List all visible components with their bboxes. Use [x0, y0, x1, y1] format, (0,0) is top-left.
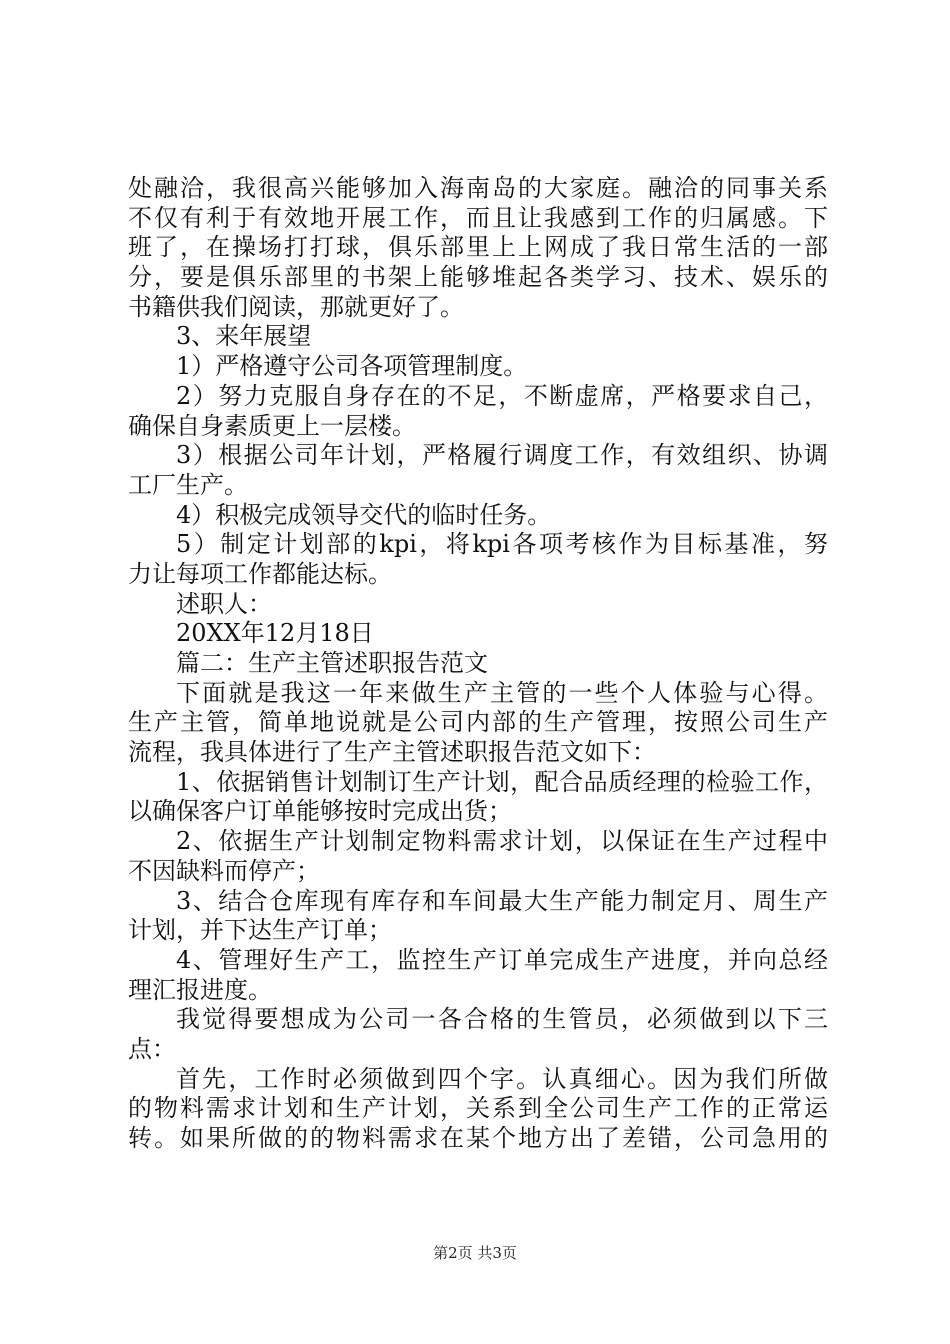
- text-line: 转。如果所做的的物料需求在某个地方出了差错，公司急用的: [128, 1124, 828, 1152]
- text-line: 书籍供我们阅读，那就更好了。: [128, 292, 464, 321]
- text-line: 班了，在操场打打球，俱乐部里上上网成了我日常生活的一部: [128, 233, 828, 262]
- list-item: 4）积极完成领导交代的临时任务。: [176, 500, 552, 529]
- article-title: 篇二：生产主管述职报告范文: [176, 649, 488, 677]
- list-item: 3、结合仓库现有库存和车间最大生产能力制定月、周生产: [176, 886, 828, 915]
- text-line: 力让每项工作都能达标。: [128, 559, 392, 588]
- text-line: 生产主管，简单地说就是公司内部的生产管理，按照公司生产: [128, 708, 828, 737]
- list-item: 1、依据销售计划制订生产计划，配合品质经理的检验工作，: [176, 767, 828, 796]
- text-line: 点：: [128, 1034, 176, 1063]
- text-line: 处融洽，我很高兴能够加入海南岛的大家庭。融洽的同事关系: [128, 174, 828, 202]
- document-body: [128, 174, 828, 1154]
- text-line: 以确保客户订单能够按时完成出货；: [128, 797, 512, 826]
- text-line: 流程，我具体进行了生产主管述职报告范文如下：: [128, 738, 656, 767]
- list-item: 4、管理好生产工，监控生产订单完成生产进度，并向总经: [176, 945, 828, 974]
- page-number-footer: 第2页 共3页: [433, 1244, 517, 1262]
- date-line: 20XX年12月18日: [176, 619, 374, 648]
- text-line: 的物料需求计划和生产计划，关系到全公司生产工作的正常运: [128, 1094, 828, 1123]
- text-line: 计划，并下达生产订单；: [128, 916, 392, 945]
- text-line: 不因缺料而停产；: [128, 856, 320, 885]
- text-line: 理汇报进度。: [128, 975, 272, 1004]
- text-line: 首先，工作时必须做到四个字。认真细心。因为我们所做: [176, 1064, 828, 1093]
- list-item: 5）制定计划部的kpi，将kpi各项考核作为目标基准，努: [176, 530, 828, 559]
- list-item: 2）努力克服自身存在的不足，不断虚席，严格要求自己，: [176, 381, 828, 410]
- list-item: 1）严格遵守公司各项管理制度。: [176, 352, 528, 381]
- text-line: 确保自身素质更上一层楼。: [128, 411, 416, 440]
- list-item: 3）根据公司年计划，严格履行调度工作，有效组织、协调: [176, 441, 828, 470]
- text-line: 工厂生产。: [128, 470, 248, 499]
- list-item: 2、依据生产计划制定物料需求计划，以保证在生产过程中: [176, 827, 828, 856]
- text-line: 不仅有利于有效地开展工作，而且让我感到工作的归属感。下: [128, 203, 828, 232]
- text-line: 我觉得要想成为公司一各合格的生管员，必须做到以下三: [176, 1005, 828, 1034]
- text-line: 下面就是我这一年来做生产主管的一些个人体验与心得。: [176, 678, 828, 707]
- section-heading: 3、来年展望: [176, 322, 312, 351]
- signature-label: 述职人：: [176, 589, 272, 618]
- text-line: 分，要是俱乐部里的书架上能够堆起各类学习、技术、娱乐的: [128, 263, 828, 292]
